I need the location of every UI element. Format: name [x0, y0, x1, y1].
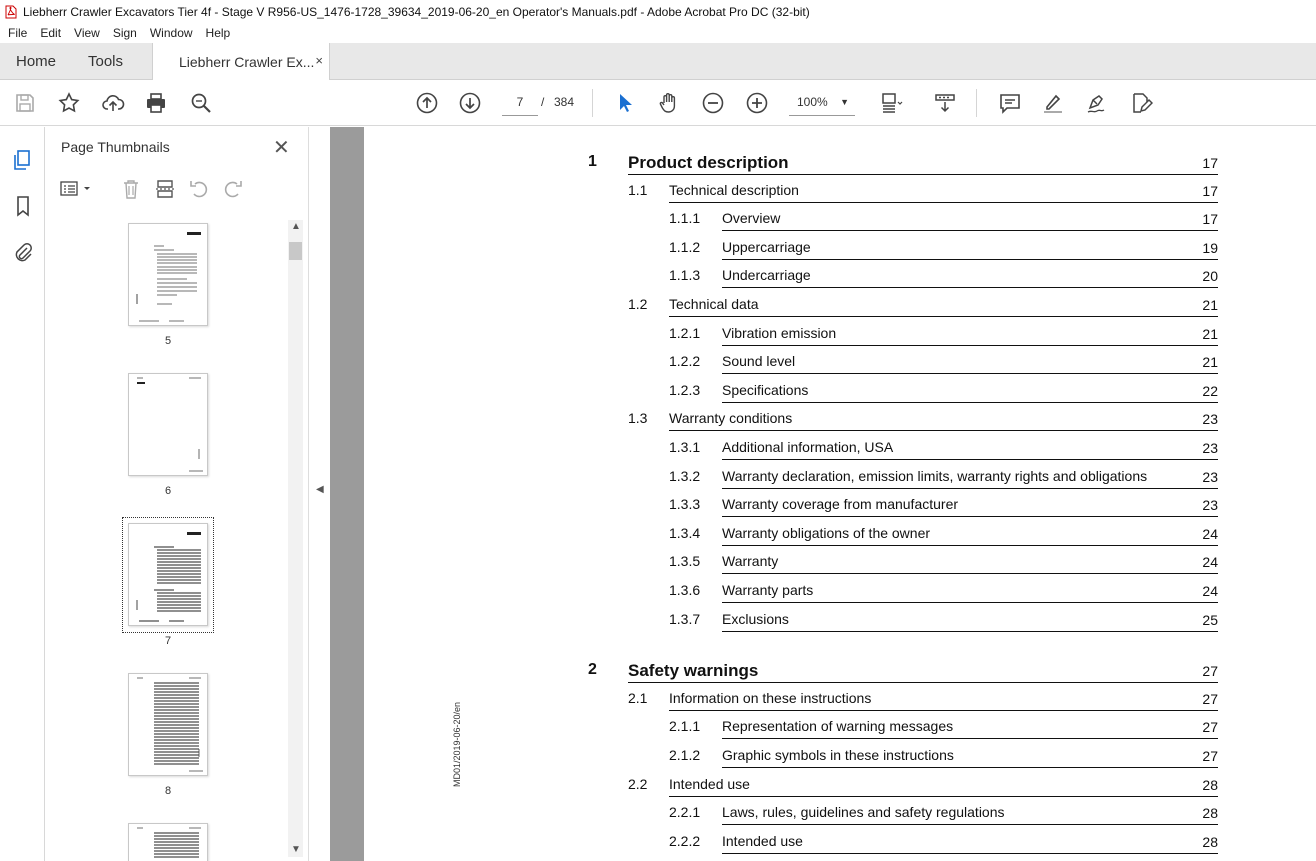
attachment-icon[interactable]	[10, 239, 36, 265]
toc-rule	[722, 738, 1218, 739]
toc-section-page-number: 17	[1202, 182, 1218, 199]
toc-subsection-number: 2.1.1	[669, 718, 701, 735]
toc-rule	[722, 459, 1218, 460]
toc-subsection-title: Warranty coverage from manufacturer	[722, 496, 959, 513]
toc-subsection-page-number: 27	[1202, 719, 1218, 736]
toc-subsection-page-number: 24	[1202, 554, 1218, 571]
toc-subsection-page-number: 23	[1202, 497, 1218, 514]
thumbnail-page-number: 7	[164, 635, 172, 647]
thumbnail-options-icon[interactable]	[59, 177, 93, 201]
thumbnail-page-number: 5	[164, 335, 172, 347]
toc-subsection-title: Warranty parts	[722, 582, 814, 598]
find-icon[interactable]	[188, 90, 214, 116]
toc-rule	[669, 316, 1218, 317]
toc-chapter-title: Product description	[628, 153, 789, 172]
toc-subsection-row[interactable]	[364, 353, 1316, 381]
thumbnails-panel	[45, 127, 305, 861]
toc-subsection-page-number: 27	[1202, 748, 1218, 764]
left-navigation-rail	[0, 127, 45, 861]
toc-subsection-number: 2.2.2	[669, 832, 701, 849]
menu-bar	[0, 23, 1316, 43]
toc-section-title: Intended use	[669, 775, 750, 792]
pdf-page	[364, 127, 1316, 861]
page-margin-code: MD01/2019-06-20/en	[452, 701, 462, 787]
toc-subsection-page-number: 17	[1202, 211, 1218, 228]
toc-subsection-row[interactable]	[364, 525, 1316, 553]
toc-subsection-row[interactable]	[364, 325, 1316, 353]
print-icon[interactable]	[143, 90, 169, 116]
toc-subsection-number: 1.3.6	[669, 582, 701, 598]
menu-edit[interactable]: Edit	[40, 26, 62, 40]
toc-subsection-title: Exclusions	[722, 610, 789, 627]
zoom-select[interactable]	[789, 90, 855, 116]
toc-subsection-row[interactable]	[364, 439, 1316, 467]
toc-subsection-number: 2.2.1	[669, 804, 701, 821]
toc-subsection-page-number: 21	[1202, 325, 1218, 342]
toc-chapter-row[interactable]	[364, 153, 1316, 181]
toc-subsection-title: Specifications	[722, 381, 809, 398]
toc-section-row[interactable]	[364, 182, 1316, 210]
toc-section-row[interactable]	[364, 410, 1316, 438]
page-thumbnail[interactable]	[128, 223, 208, 326]
toc-rule	[722, 488, 1218, 489]
toc-subsection-row[interactable]	[364, 611, 1316, 639]
thumbnail-page-number: 6	[164, 485, 172, 497]
toc-section-number: 1.2	[628, 296, 648, 312]
star-icon[interactable]	[56, 90, 82, 116]
toc-rule	[669, 202, 1218, 203]
toc-subsection-page-number: 24	[1202, 525, 1218, 542]
panel-splitter[interactable]	[308, 127, 330, 861]
toc-section-page-number: 23	[1202, 411, 1218, 428]
toc-section-page-number: 28	[1202, 776, 1218, 793]
zoom-value: 100%	[797, 95, 828, 109]
toc-subsection-number: 1.3.1	[669, 439, 701, 455]
toc-subsection-title: Warranty obligations of the owner	[722, 524, 931, 541]
page-fit-icon[interactable]	[878, 90, 904, 116]
page-separator: /	[541, 95, 545, 109]
toc-subsection-number: 1.3.2	[669, 467, 701, 484]
toc-subsection-number: 1.3.7	[669, 610, 701, 627]
toc-rule	[669, 796, 1218, 797]
toc-rule	[722, 259, 1218, 260]
tab-document[interactable]	[152, 43, 330, 81]
toc-rule	[628, 174, 1218, 175]
close-panel-icon[interactable]: ✕	[273, 137, 290, 159]
toc-subsection-title: Uppercarriage	[722, 238, 811, 255]
toc-subsection-page-number: 24	[1202, 583, 1218, 599]
insert-pages-icon[interactable]	[153, 177, 177, 201]
toc-rule	[722, 545, 1218, 546]
tab-document-label: Liebherr Crawler Ex...	[179, 54, 315, 70]
toc-subsection-page-number: 25	[1202, 611, 1218, 628]
toc-subsection-row[interactable]	[364, 239, 1316, 267]
scroll-mode-icon[interactable]	[932, 90, 958, 116]
edit-pdf-icon[interactable]	[1128, 90, 1154, 116]
close-tab-icon[interactable]: ×	[315, 53, 323, 68]
panel-title: Page Thumbnails	[61, 139, 170, 155]
toc-rule	[722, 230, 1218, 231]
tab-tools[interactable]: Tools	[88, 53, 124, 70]
window-title: Liebherr Crawler Excavators Tier 4f - Stage V R956-US_1476-1728_39634_2019-06-20_en Operator's Manuals.pdf - Adobe Acrobat Pro DC (32-bit)	[23, 4, 810, 19]
toc-subsection-title: Vibration emission	[722, 324, 837, 341]
toc-section-row[interactable]	[364, 296, 1316, 324]
toc-subsection-row[interactable]	[364, 718, 1316, 746]
toc-subsection-number: 1.1.1	[669, 210, 701, 227]
rotate-right-icon[interactable]	[221, 177, 245, 201]
thumbnail-page-number: 8	[164, 785, 172, 797]
page-thumbnail[interactable]	[128, 373, 208, 476]
toc-subsection-row[interactable]	[364, 210, 1316, 238]
toc-subsection-number: 2.1.2	[669, 747, 701, 763]
toc-chapter-number: 2	[588, 661, 597, 679]
toc-subsection-title: Warranty	[722, 553, 779, 570]
toc-subsection-number: 1.1.3	[669, 267, 701, 284]
acrobat-pdf-icon	[5, 5, 17, 19]
toc-subsection-title: Graphic symbols in these instructions	[722, 747, 954, 763]
toc-section-page-number: 27	[1202, 690, 1218, 707]
toc-section-row[interactable]	[364, 690, 1316, 718]
upload-icon[interactable]	[100, 90, 126, 116]
toc-section-page-number: 21	[1202, 297, 1218, 313]
toc-subsection-number: 1.2.1	[669, 324, 701, 341]
rotate-left-icon[interactable]	[187, 177, 211, 201]
bookmark-icon[interactable]	[10, 193, 36, 219]
toc-subsection-page-number: 28	[1202, 805, 1218, 822]
toc-subsection-title: Overview	[722, 210, 781, 227]
menu-view[interactable]: View	[74, 26, 100, 40]
toolbar-divider	[592, 89, 593, 117]
tab-bar	[0, 43, 1316, 80]
toc-rule	[722, 287, 1218, 288]
toc-subsection-row[interactable]	[364, 747, 1316, 775]
toc-rule	[722, 402, 1218, 403]
scroll-up-icon[interactable]: ▲	[291, 221, 301, 232]
toc-subsection-title: Sound level	[722, 353, 796, 370]
toc-rule	[722, 767, 1218, 768]
page-thumbnails-icon[interactable]	[10, 147, 36, 173]
toc-section-number: 1.3	[628, 410, 648, 427]
toc-subsection-row[interactable]	[364, 553, 1316, 581]
thumbnail-scrollbar[interactable]	[288, 220, 303, 857]
toc-subsection-title: Representation of warning messages	[722, 718, 954, 735]
toc-section-title: Technical description	[669, 181, 799, 198]
toc-section-title: Technical data	[669, 296, 759, 312]
toc-subsection-title: Undercarriage	[722, 267, 811, 284]
thumbnail-list	[45, 219, 290, 861]
toc-subsection-page-number: 28	[1202, 833, 1218, 850]
toc-subsection-page-number: 19	[1202, 239, 1218, 256]
scrollbar-thumb[interactable]	[289, 242, 302, 260]
toc-subsection-row[interactable]	[364, 582, 1316, 610]
toc-subsection-row[interactable]	[364, 833, 1316, 861]
toc-subsection-number: 1.3.4	[669, 524, 701, 541]
toc-subsection-row[interactable]	[364, 382, 1316, 410]
toc-subsection-row[interactable]	[364, 804, 1316, 832]
page-thumbnail[interactable]	[128, 673, 208, 776]
toc-section-number: 1.1	[628, 181, 648, 198]
toc-rule	[669, 430, 1218, 431]
toolbar-divider	[976, 89, 977, 117]
toc-subsection-title: Warranty declaration, emission limits, warranty rights and obligations	[722, 467, 1148, 484]
toc-subsection-number: 1.2.3	[669, 381, 701, 398]
highlight-icon[interactable]	[1040, 90, 1066, 116]
toc-chapter-row[interactable]	[364, 661, 1316, 689]
sign-icon[interactable]	[1084, 90, 1110, 116]
tab-home[interactable]: Home	[16, 53, 57, 70]
toc-subsection-title: Laws, rules, guidelines and safety regulations	[722, 804, 1005, 821]
save-icon[interactable]	[12, 90, 38, 116]
toc-rule	[722, 373, 1218, 374]
scroll-down-icon[interactable]: ▼	[291, 844, 301, 855]
toc-subsection-page-number: 22	[1202, 382, 1218, 399]
toc-subsection-row[interactable]	[364, 496, 1316, 524]
toc-rule	[722, 573, 1218, 574]
toc-rule	[722, 345, 1218, 346]
toc-rule	[628, 682, 1218, 683]
toc-section-title: Information on these instructions	[669, 689, 872, 706]
delete-pages-icon[interactable]	[119, 177, 143, 201]
page-thumbnail-selected[interactable]	[128, 523, 208, 626]
toc-chapter-number: 1	[588, 153, 597, 170]
toc-section-row[interactable]	[364, 776, 1316, 804]
chevron-down-icon: ▼	[840, 97, 849, 107]
toc-subsection-title: Intended use	[722, 832, 803, 849]
comment-icon[interactable]	[997, 90, 1023, 116]
page-thumbnail[interactable]	[128, 823, 208, 861]
toc-rule	[722, 602, 1218, 603]
select-pointer-icon[interactable]	[612, 90, 638, 116]
menu-window[interactable]: Window	[149, 26, 193, 40]
toc-rule	[722, 824, 1218, 825]
zoom-out-icon[interactable]	[700, 90, 726, 116]
prev-page-icon[interactable]	[414, 90, 440, 116]
document-view[interactable]	[330, 127, 1316, 861]
toc-subsection-number: 1.1.2	[669, 238, 701, 255]
title-bar	[0, 0, 1316, 23]
toc-rule	[669, 710, 1218, 711]
zoom-in-icon[interactable]	[744, 90, 770, 116]
toc-chapter-page-number: 27	[1202, 663, 1218, 680]
toc-subsection-page-number: 20	[1202, 268, 1218, 285]
page-number-input[interactable]: 7	[502, 90, 538, 116]
toc-section-title: Warranty conditions	[669, 410, 793, 427]
toc-subsection-page-number: 23	[1202, 440, 1218, 456]
toc-chapter-title: Safety warnings	[628, 661, 759, 681]
menu-help[interactable]: Help	[205, 26, 231, 40]
toc-subsection-number: 1.2.2	[669, 353, 701, 370]
menu-file[interactable]: File	[8, 26, 28, 40]
toc-subsection-page-number: 21	[1202, 354, 1218, 371]
toc-subsection-title: Additional information, USA	[722, 439, 894, 455]
toc-chapter-page-number: 17	[1202, 155, 1218, 171]
toc-subsection-row[interactable]	[364, 468, 1316, 496]
toc-subsection-number: 1.3.3	[669, 496, 701, 513]
toc-subsection-page-number: 23	[1202, 468, 1218, 485]
toc-rule	[722, 516, 1218, 517]
thumbnail-toolbar	[59, 177, 289, 203]
toc-rule	[722, 853, 1218, 854]
toc-rule	[722, 631, 1218, 632]
collapse-panel-icon[interactable]: ◀	[316, 484, 324, 495]
toc-section-number: 2.2	[628, 775, 648, 792]
page-total: 384	[554, 95, 575, 109]
menu-sign[interactable]: Sign	[112, 26, 137, 40]
main-toolbar	[0, 80, 1316, 126]
hand-icon[interactable]	[656, 90, 682, 116]
next-page-icon[interactable]	[457, 90, 483, 116]
toc-subsection-number: 1.3.5	[669, 553, 701, 570]
toc-section-number: 2.1	[628, 689, 648, 706]
toc-subsection-row[interactable]	[364, 267, 1316, 295]
